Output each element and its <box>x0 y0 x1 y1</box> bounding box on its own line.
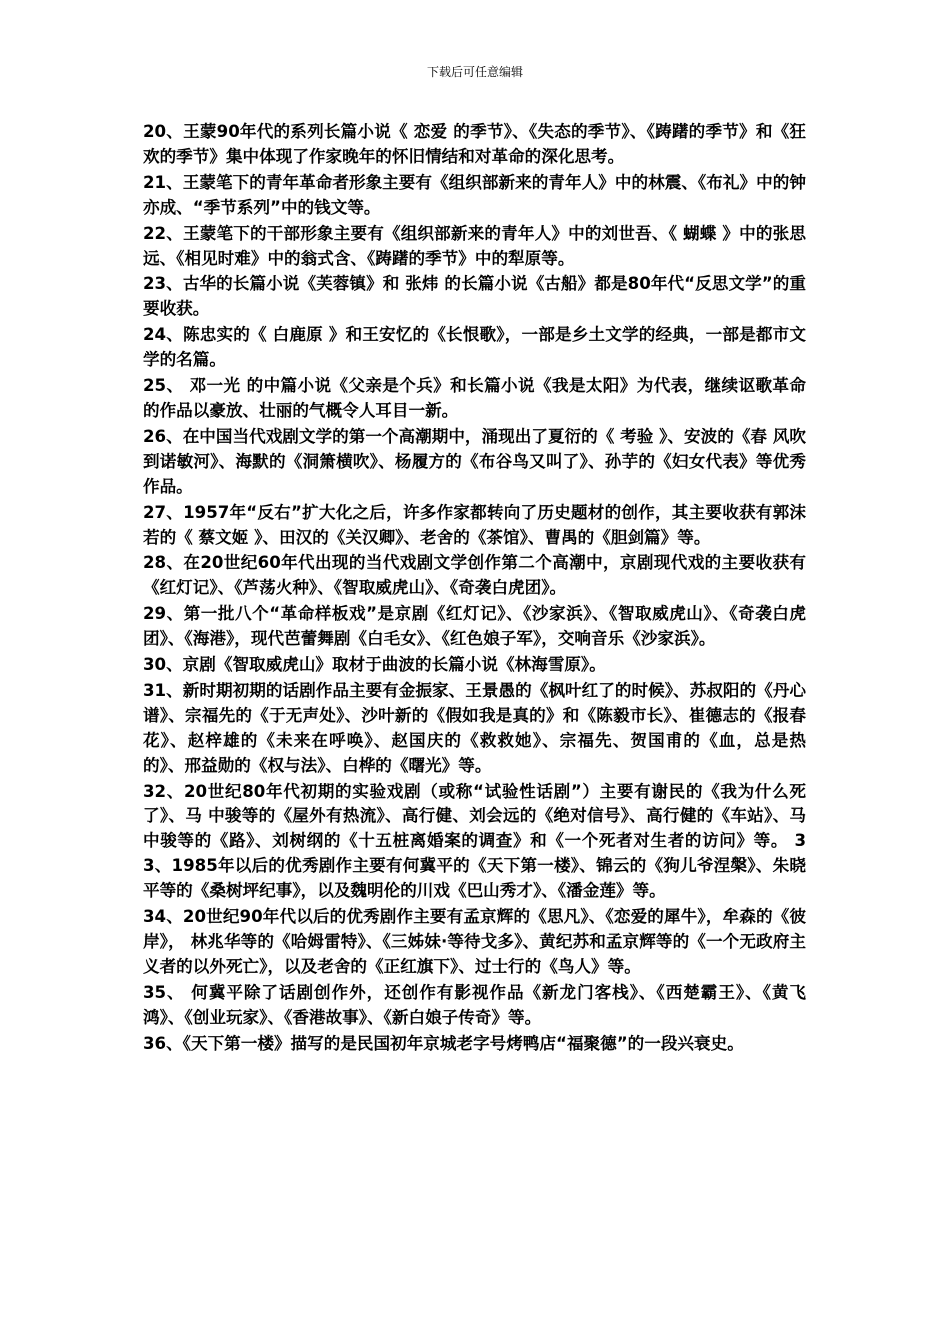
paragraph-item-30: 30、京剧《智取威虎山》取材于曲波的长篇小说《林海雪原》。 <box>143 655 606 675</box>
paragraph-item-32-33: 32、20世纪80年代初期的实验戏剧（或称“试验性话剧”）主要有谢民的《我为什么死了》、马 中骏等的《屋外有热流》、高行健、刘会远的《绝对信号》、高行健的《车站》、马中骏等的《路》、刘树纲的《十五桩离婚案的调查》和《一个死者对生者的访问》等。 33、1985年以后的优秀剧作主要有何冀平的《天下第一楼》、锦云的《狗儿爷涅槃》、朱晓平等的《桑树坪纪事》，以及魏明伦的川戏《巴山秀才》、《潘金莲》等。 <box>143 781 806 901</box>
paragraph-item-29: 29、第一批八个“革命样板戏”是京剧《红灯记》、《沙家浜》、《智取威虎山》、《奇袭白虎团》、《海港》，现代芭蕾舞剧《白毛女》、《红色娘子军》，交响音乐《沙家浜》。 <box>143 604 806 649</box>
paragraph-item-21: 21、王蒙笔下的青年革命者形象主要有《组织部新来的青年人》中的林震、《布礼》中的钟亦成、“季节系列”中的钱文等。 <box>143 172 806 217</box>
paragraph-item-25: 25、 邓一光 的中篇小说《父亲是个兵》和长篇小说《我是太阳》为代表，继续讴歌革命的作品以豪放、壮丽的气概令人耳目一新。 <box>143 376 806 420</box>
paragraph-item-36: 36、《天下第一楼》描写的是民国初年京城老字号烤鸭店“福聚德”的一段兴衰史。 <box>143 1033 744 1053</box>
paragraph-item-27: 27、1957年“反右”扩大化之后，许多作家都转向了历史题材的创作，其主要收获有郭沫若的《 蔡文姬 》、田汉的《关汉卿》、老舍的《茶馆》、曹禺的《胆剑篇》等。 <box>143 502 806 547</box>
paragraph-item-34: 34、20世纪90年代以后的优秀剧作主要有孟京辉的《思凡》、《恋爱的犀牛》，牟森的《彼岸》， 林兆华等的《哈姆雷特》、《三姊妹·等待戈多》、黄纪苏和孟京辉等的《一个无政府主义者的以外死亡》，以及老舍的《正红旗下》、过士行的《鸟人》等。 <box>143 907 806 976</box>
paragraph-item-31: 31、新时期初期的话剧作品主要有金振家、王景愚的《枫叶红了的时候》、苏叔阳的《丹心谱》、宗福先的《于无声处》、沙叶新的《假如我是真的》和《陈毅市长》、崔德志的《报春花》、赵梓雄的《未来在呼唤》、赵国庆的《救救她》、宗福先、贺国甫的《血，总是热的》、邢益勋的《权与法》、白桦的《曙光》等。 <box>143 680 806 775</box>
document-body <box>143 120 806 1058</box>
paragraph-item-20: 20、王蒙90年代的系列长篇小说《 恋爱 的季节》、《失态的季节》、《踌躇的季节》和《狂欢的季节》集中体现了作家晚年的怀旧情结和对革命的深化思考。 <box>143 122 806 166</box>
paragraph-item-22: 22、王蒙笔下的干部形象主要有《组织部新来的青年人》中的刘世吾、《 蝴蝶 》中的张思远、《相见时难》中的翁式含、《踌躇的季节》中的犁原等。 <box>143 223 806 268</box>
page-header-note: 下载后可任意编辑 <box>426 65 523 79</box>
paragraph-item-23: 23、古华的长篇小说《芙蓉镇》和 张炜 的长篇小说《古船》都是80年代“反思文学”的重要收获。 <box>143 274 806 319</box>
paragraph-item-35: 35、 何冀平除了话剧创作外，还创作有影视作品《新龙门客栈》、《西楚霸王》、《黄飞鸿》、《创业玩家》、《香港故事》、《新白娘子传奇》等。 <box>143 982 806 1027</box>
paragraph-item-26: 26、在中国当代戏剧文学的第一个高潮期中，涌现出了夏衍的《 考验 》、安波的《春 风吹到诺敏河》、海默的《洞箫横吹》、杨履方的《布谷鸟又叫了》、孙芋的《妇女代表》等优秀作品。 <box>143 426 806 496</box>
paragraph-item-24: 24、陈忠实的《 白鹿原 》和王安忆的《长恨歌》，一部是乡土文学的经典，一部是都市文学的名篇。 <box>143 325 806 370</box>
paragraph-item-28: 28、在20世纪60年代出现的当代戏剧文学创作第二个高潮中，京剧现代戏的主要收获有《红灯记》、《芦荡火种》、《智取威虎山》、《奇袭白虎团》。 <box>143 553 806 598</box>
